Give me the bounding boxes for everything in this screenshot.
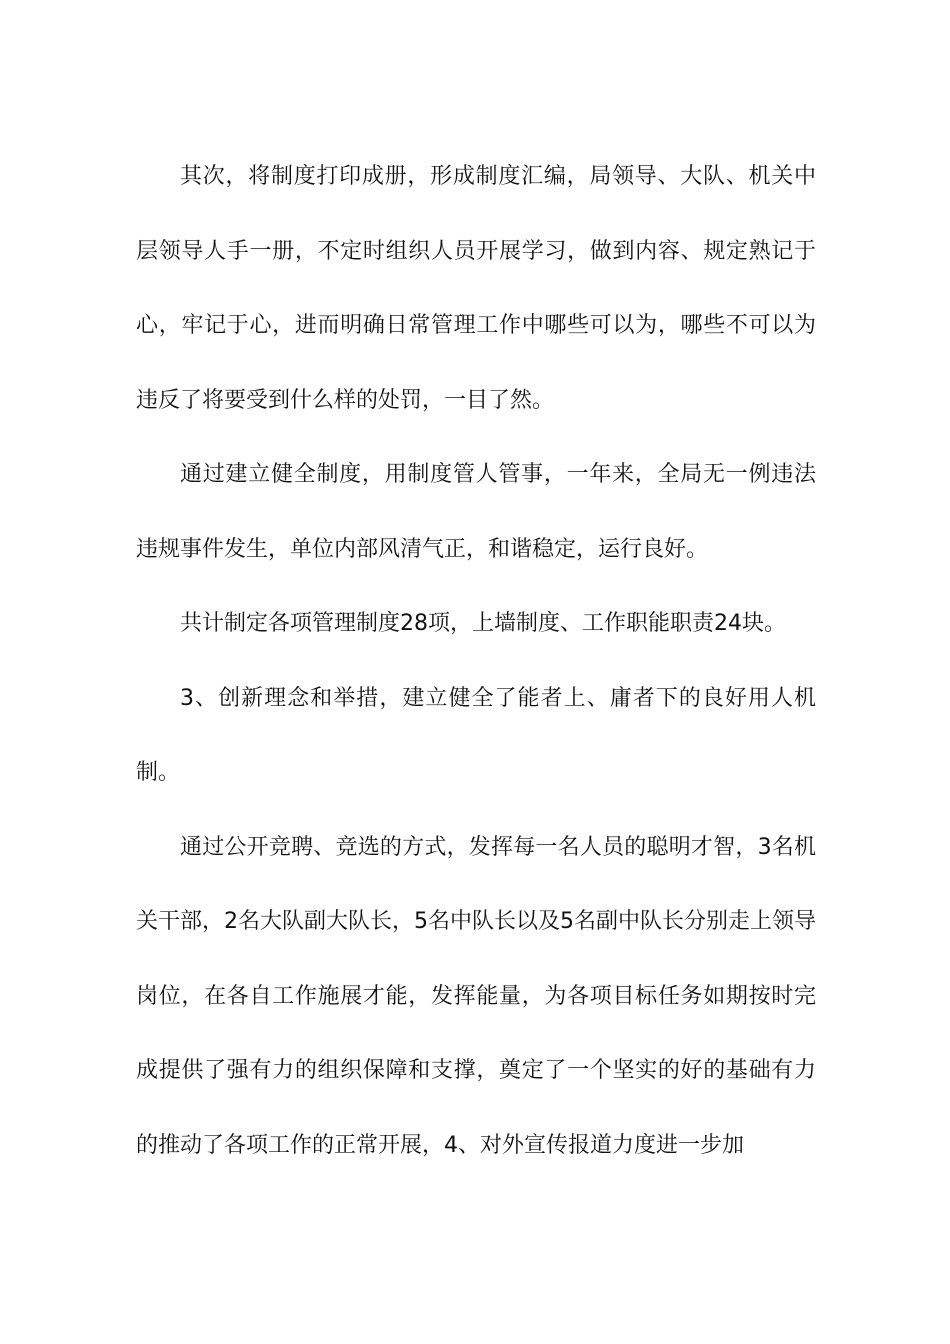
paragraph-competitive-selection: 通过公开竞聘、竞选的方式，发挥每一名人员的聪明才智，3名机关干部，2名大队副大队长，5名中队长以及5名副中队长分别走上领导岗位，在各自工作施展才能，发挥能量，为各项目标任务如期按时完成提供了强有力的组织保障和支撑，奠定了一个坚实的好的基础有力的推动了各项工作的正常开展，4、对外宣传报道力度进一步加 bbox=[136, 834, 816, 1158]
document-body bbox=[136, 140, 816, 1183]
paragraph-regulation-count: 共计制定各项管理制度28项，上墙制度、工作职能职责24块。 bbox=[180, 611, 786, 636]
paragraph-regulation-results: 通过建立健全制度，用制度管人管事，一年来，全局无一例违法违规事件发生，单位内部风清气正，和谐稳定，运行良好。 bbox=[136, 462, 816, 562]
paragraph-section-3-heading: 3、创新理念和举措，建立健全了能者上、庸者下的良好用人机制。 bbox=[136, 685, 816, 785]
paragraph-regulation-handbook: 其次，将制度打印成册，形成制度汇编，局领导、大队、机关中层领导人手一册，不定时组织人员开展学习，做到内容、规定熟记于心，牢记于心，进而明确日常管理工作中哪些可以为，哪些不可以为违反了将要受到什么样的处罚，一目了然。 bbox=[136, 164, 816, 413]
